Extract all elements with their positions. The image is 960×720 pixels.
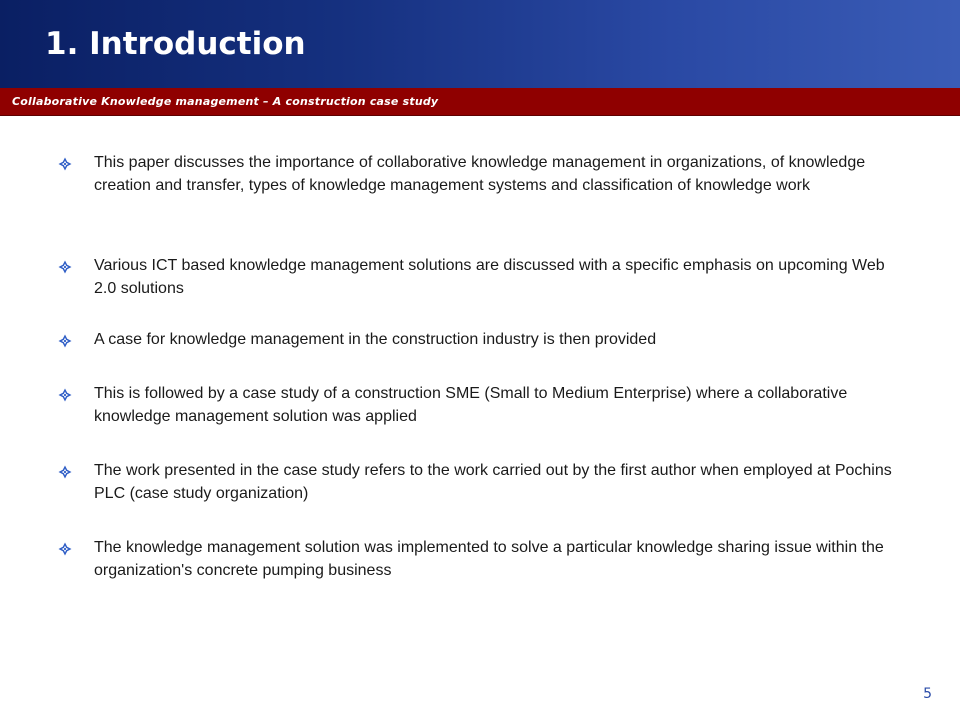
- four-petal-diamond-icon: [58, 260, 72, 274]
- bullet-text: Various ICT based knowledge management solutions are discussed with a specific emphasis on upcoming Web 2.0 solutions: [94, 257, 885, 297]
- bullet-text: This paper discusses the importance of collaborative knowledge management in organizations, of knowledge creation and transfer, types of knowledge management systems and classification of knowledge work: [94, 154, 866, 194]
- slide-title: 1. Introduction: [45, 26, 306, 62]
- four-petal-diamond-icon: [58, 388, 72, 402]
- four-petal-diamond-icon: [58, 542, 72, 556]
- bullet-text: The work presented in the case study refers to the work carried out by the first author when employed at Pochins PLC (case study organization): [94, 462, 892, 502]
- bullet-text: This is followed by a case study of a construction SME (Small to Medium Enterprise) where a collaborative knowledge management solution was applied: [94, 385, 848, 425]
- bullet-text: The knowledge management solution was implemented to solve a particular knowledge sharing issue within the organization's concrete pumping business: [94, 539, 884, 579]
- page-number: 5: [923, 686, 932, 702]
- slide-subtitle: Collaborative Knowledge management – A construction case study: [12, 95, 439, 108]
- four-petal-diamond-icon: [58, 334, 72, 348]
- four-petal-diamond-icon: [58, 157, 72, 171]
- four-petal-diamond-icon: [58, 465, 72, 479]
- bullet-text: A case for knowledge management in the construction industry is then provided: [94, 331, 657, 348]
